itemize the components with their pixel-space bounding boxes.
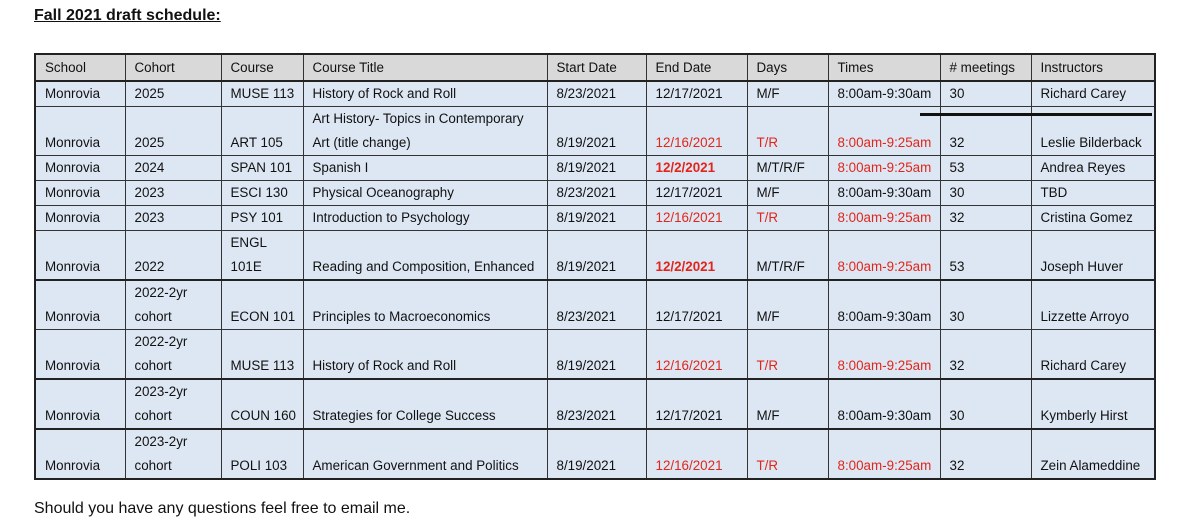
cell-start-date: 8/23/2021 [547,181,646,206]
cell-course: PSY 101 [221,206,303,231]
col-header-start-date: Start Date [547,54,646,81]
col-header-meetings: # meetings [940,54,1031,81]
cell-end-date: 12/17/2021 [646,379,747,429]
cell-cohort: 2022 [125,231,221,281]
cell-course-title: Spanish I [303,156,547,181]
cell-times: 8:00am-9:30am [828,379,940,429]
cell-course-title: Introduction to Psychology [303,206,547,231]
cell-instructor: Leslie Bilderback [1031,107,1155,156]
cell-meetings: 32 [940,330,1031,380]
cell-course: ECON 101 [221,280,303,330]
cell-school: Monrovia [35,181,125,206]
cell-start-date: 8/23/2021 [547,81,646,107]
cell-days: T/R [747,206,828,231]
table-row [35,206,1155,231]
cell-days: T/R [747,429,828,479]
col-header-times: Times [828,54,940,81]
cell-end-date: 12/17/2021 [646,181,747,206]
cell-school: Monrovia [35,206,125,231]
cell-days: M/F [747,181,828,206]
divider-line [920,113,1152,116]
col-header-days: Days [747,54,828,81]
cell-instructor: Cristina Gomez [1031,206,1155,231]
cell-course-title: American Government and Politics [303,429,547,479]
cell-course: ENGL 101E [221,231,303,281]
table-row [35,429,1155,479]
cell-days: T/R [747,107,828,156]
cell-days: M/F [747,379,828,429]
cell-cohort: 2022-2yr cohort [125,280,221,330]
cell-times: 8:00am-9:30am [828,280,940,330]
cell-start-date: 8/19/2021 [547,206,646,231]
cell-instructor: Zein Alameddine [1031,429,1155,479]
cell-meetings: 32 [940,206,1031,231]
footer-note: Should you have any questions feel free to email me. [34,500,411,517]
col-header-cohort: Cohort [125,54,221,81]
cell-days: M/T/R/F [747,156,828,181]
cell-times: 8:00am-9:25am [828,156,940,181]
col-header-school: School [35,54,125,81]
col-header-instructors: Instructors [1031,54,1155,81]
cell-cohort: 2023 [125,181,221,206]
cell-school: Monrovia [35,330,125,380]
schedule-table [34,53,1156,480]
col-header-course-title: Course Title [303,54,547,81]
cell-end-date: 12/2/2021 [646,231,747,281]
cell-school: Monrovia [35,81,125,107]
cell-cohort: 2025 [125,107,221,156]
cell-instructor: Kymberly Hirst [1031,379,1155,429]
cell-school: Monrovia [35,429,125,479]
cell-meetings: 30 [940,379,1031,429]
cell-cohort: 2024 [125,156,221,181]
cell-times: 8:00am-9:25am [828,231,940,281]
cell-days: M/F [747,81,828,107]
col-header-end-date: End Date [646,54,747,81]
cell-school: Monrovia [35,107,125,156]
cell-days: M/F [747,280,828,330]
cell-course: SPAN 101 [221,156,303,181]
cell-times: 8:00am-9:30am [828,81,940,107]
cell-end-date: 12/16/2021 [646,107,747,156]
cell-start-date: 8/23/2021 [547,280,646,330]
cell-end-date: 12/16/2021 [646,206,747,231]
cell-end-date: 12/2/2021 [646,156,747,181]
cell-instructor: Joseph Huver [1031,231,1155,281]
cell-course: MUSE 113 [221,330,303,380]
cell-start-date: 8/19/2021 [547,107,646,156]
cell-course: MUSE 113 [221,81,303,107]
cell-course-title: Art History- Topics in Contemporary Art (title change) [303,107,547,156]
cell-meetings: 30 [940,181,1031,206]
cell-times: 8:00am-9:25am [828,330,940,380]
cell-school: Monrovia [35,156,125,181]
cell-cohort: 2023 [125,206,221,231]
cell-times: 8:00am-9:25am [828,206,940,231]
cell-instructor: Andrea Reyes [1031,156,1155,181]
table-row [35,181,1155,206]
table-row [35,231,1155,281]
table-row [35,330,1155,380]
cell-course: COUN 160 [221,379,303,429]
table-row [35,156,1155,181]
page-heading: Fall 2021 draft schedule: [34,7,221,24]
cell-meetings: 53 [940,231,1031,281]
cell-instructor: TBD [1031,181,1155,206]
cell-instructor: Richard Carey [1031,81,1155,107]
cell-school: Monrovia [35,231,125,281]
cell-meetings: 32 [940,429,1031,479]
cell-school: Monrovia [35,280,125,330]
cell-course: ART 105 [221,107,303,156]
cell-start-date: 8/23/2021 [547,379,646,429]
cell-course: ESCI 130 [221,181,303,206]
table-row [35,280,1155,330]
cell-days: M/T/R/F [747,231,828,281]
cell-meetings: 30 [940,280,1031,330]
cell-start-date: 8/19/2021 [547,231,646,281]
cell-meetings: 30 [940,81,1031,107]
cell-cohort: 2023-2yr cohort [125,429,221,479]
col-header-course: Course [221,54,303,81]
cell-school: Monrovia [35,379,125,429]
cell-course-title: Principles to Macroeconomics [303,280,547,330]
table-row [35,81,1155,107]
cell-course-title: Physical Oceanography [303,181,547,206]
cell-times: 8:00am-9:25am [828,107,940,156]
cell-course-title: Strategies for College Success [303,379,547,429]
cell-end-date: 12/17/2021 [646,81,747,107]
cell-meetings: 32 [940,107,1031,156]
cell-cohort: 2023-2yr cohort [125,379,221,429]
cell-cohort: 2025 [125,81,221,107]
cell-course-title: Reading and Composition, Enhanced [303,231,547,281]
cell-end-date: 12/16/2021 [646,429,747,479]
table-row [35,379,1155,429]
cell-start-date: 8/19/2021 [547,429,646,479]
cell-instructor: Richard Carey [1031,330,1155,380]
cell-course: POLI 103 [221,429,303,479]
cell-end-date: 12/17/2021 [646,280,747,330]
cell-start-date: 8/19/2021 [547,156,646,181]
cell-cohort: 2022-2yr cohort [125,330,221,380]
table-header-row [35,54,1155,81]
cell-course-title: History of Rock and Roll [303,330,547,380]
cell-days: T/R [747,330,828,380]
cell-end-date: 12/16/2021 [646,330,747,380]
cell-times: 8:00am-9:25am [828,429,940,479]
cell-course-title: History of Rock and Roll [303,81,547,107]
cell-instructor: Lizzette Arroyo [1031,280,1155,330]
cell-times: 8:00am-9:30am [828,181,940,206]
cell-start-date: 8/19/2021 [547,330,646,380]
cell-meetings: 53 [940,156,1031,181]
